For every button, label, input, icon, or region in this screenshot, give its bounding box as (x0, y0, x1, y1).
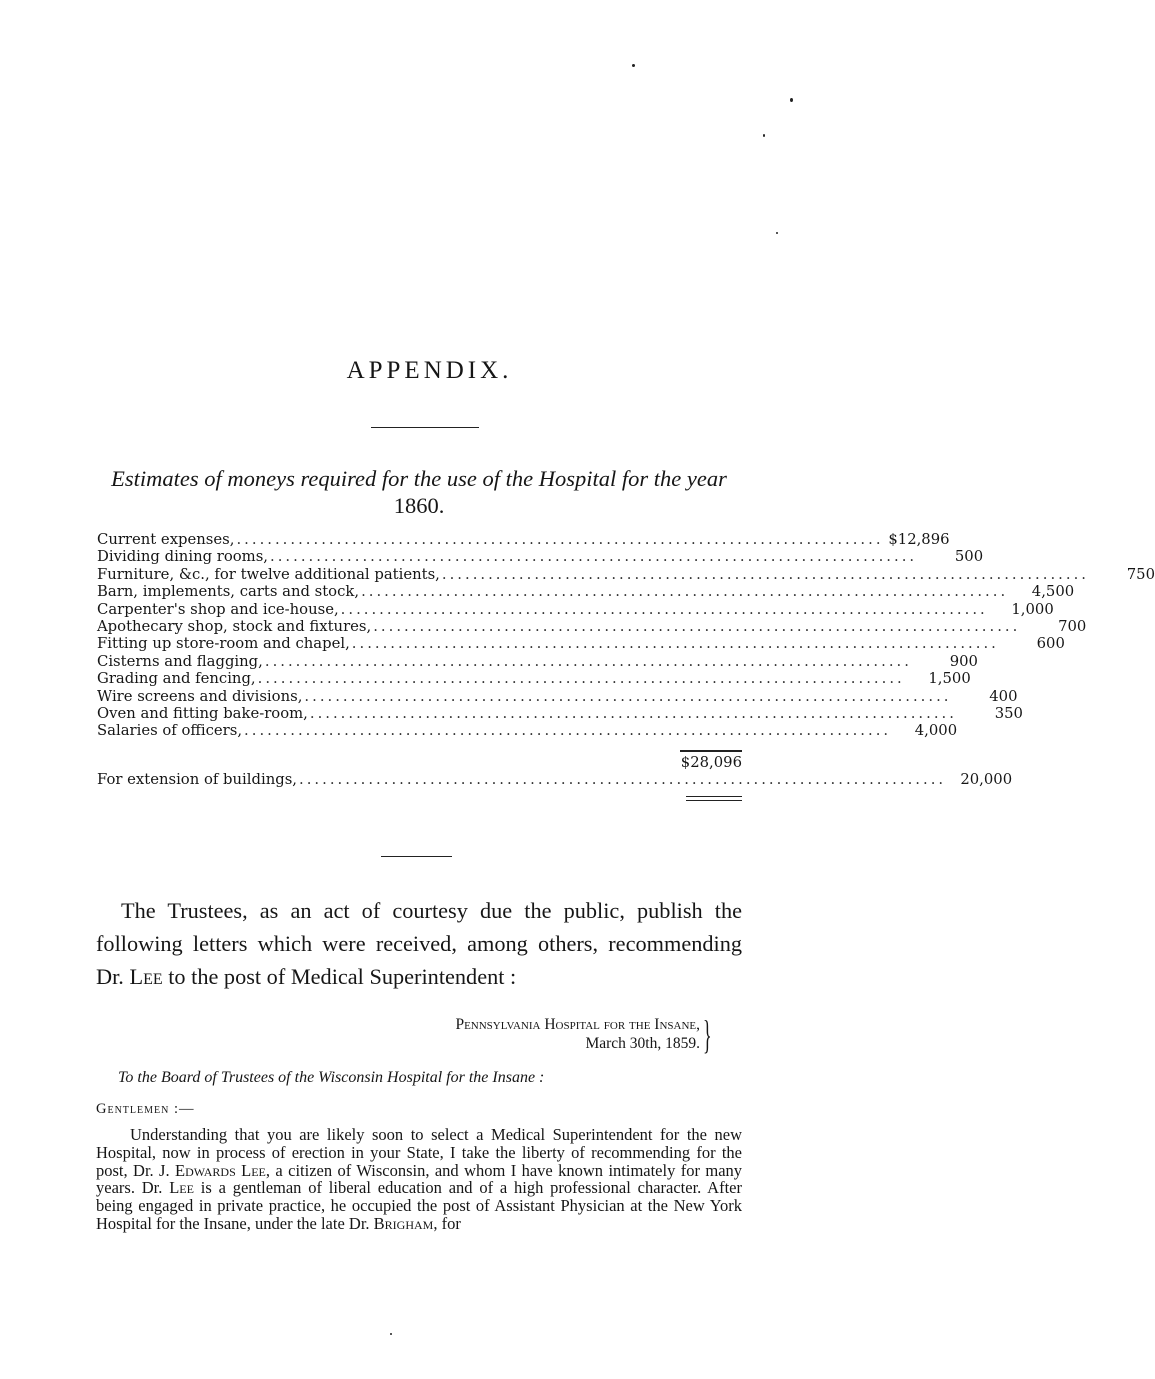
letter-text: is a gentleman of liberal education and of a high professional character. After being engaged in private practice, he occupied the post of Assistant Physician at the New York Hospital for the Insane, under the late Dr. (96, 1178, 742, 1233)
letter-salutation: To the Board of Trustees of the Wisconsin Hospital for the Insane : (118, 1069, 545, 1086)
letter-name: Brigham, (373, 1213, 438, 1233)
estimate-amount: 4,000 (914, 722, 958, 740)
dot-leader: .................................................................................... (373, 617, 1021, 635)
scan-speck (763, 134, 765, 137)
estimate-row (97, 617, 1087, 635)
estimate-amount: 600 (1036, 635, 1065, 653)
estimate-amount: 700 (1058, 617, 1087, 635)
letter-date: March 30th, 1859. (585, 1034, 700, 1052)
estimate-amount: 350 (994, 704, 1023, 722)
estimate-row (97, 531, 950, 548)
estimate-label: Oven and fitting bake-room, (97, 704, 308, 722)
dot-leader: .................................................................................... (264, 652, 912, 670)
dot-leader: .................................................................................... (340, 600, 988, 618)
dot-leader: .................................................................................... (351, 635, 999, 653)
estimate-row (97, 583, 1075, 601)
letter-text: a citizen of Wisconsin, and whom I have known intimately for many years. Dr. (96, 1160, 743, 1198)
trustees-text-end: to the post of Medical Superintendent : (168, 964, 517, 989)
estimate-amount: 4,500 (1031, 583, 1075, 601)
dot-leader: .................................................................................... (257, 670, 905, 688)
estimate-label: Fitting up store-room and chapel, (97, 635, 350, 653)
estimate-amount: 500 (954, 548, 984, 566)
estimates-table (97, 531, 1155, 801)
extension-row (97, 771, 1013, 789)
estimate-amount: 1,000 (1011, 600, 1054, 618)
letter-name: Lee (169, 1178, 194, 1198)
estimate-label: Wire screens and divisions, (97, 687, 303, 705)
letter-institution: Pennsylvania Hospital for the Insane, (455, 1016, 700, 1033)
trustees-name: Lee (129, 964, 163, 989)
dot-leader: .................................................................................... (304, 687, 952, 705)
extension-label: For extension of buildings, (97, 771, 298, 789)
estimate-amount: 400 (989, 687, 1018, 705)
estimate-amount: 900 (949, 652, 978, 670)
estimate-row (97, 635, 1065, 653)
letter-text: for (441, 1213, 461, 1233)
scan-speck (632, 64, 635, 67)
letter-name: Edwards Lee, (175, 1160, 271, 1180)
dot-leader: .................................................................................... (270, 548, 918, 566)
letter-heading (320, 1016, 700, 1053)
estimate-label: Grading and fencing, (97, 670, 256, 688)
dot-leader: .................................................................................... (309, 704, 957, 722)
dot-leader: .................................................................................... (299, 771, 947, 789)
letter-greeting: Gentlemen :— (96, 1101, 195, 1117)
double-rule (97, 796, 742, 801)
estimate-amount: 1,500 (928, 670, 971, 688)
estimate-amount: 750 (1126, 565, 1155, 583)
section-rule (381, 856, 452, 857)
estimate-row (97, 600, 1054, 618)
estimates-heading-text: Estimates of moneys required for the use of the Hospital for the year (111, 466, 727, 491)
dot-leader: .................................................................................... (361, 583, 1009, 601)
subtotal-line (97, 750, 742, 771)
dot-leader: .................................................................................... (441, 565, 1089, 583)
estimate-label: Furniture, &c., for twelve additional patients, (97, 565, 440, 583)
estimate-row (97, 565, 1155, 583)
estimates-heading (96, 465, 742, 519)
estimates-year: 1860. (393, 493, 445, 518)
trustees-paragraph (96, 894, 742, 993)
extension-amount: 20,000 (960, 771, 1013, 789)
estimate-label: Dividing dining rooms, (97, 548, 268, 566)
scan-speck (390, 1333, 392, 1335)
trustees-text: The Trustees, as an act of courtesy due the public, publish the following letters which were received, among others, recommending Dr. (96, 898, 742, 989)
scan-speck (790, 98, 793, 102)
estimate-amount: $12,896 (888, 531, 950, 548)
estimate-label: Barn, implements, carts and stock, (97, 583, 360, 601)
estimate-row (97, 670, 971, 688)
estimate-label: Apothecary shop, stock and fixtures, (97, 617, 372, 635)
estimate-row (97, 548, 984, 566)
letter-body (96, 1126, 742, 1233)
estimate-row (97, 687, 1018, 705)
letter-text: Understanding that you are likely soon to select a Medical Superintendent for the new Hospital, now in process of erection in your State, I take the liberty of recommending for the post, Dr. J. (96, 1125, 742, 1180)
estimate-row (97, 704, 1023, 722)
subtotal-amount: $28,096 (680, 750, 742, 771)
estimate-label: Cisterns and flagging, (97, 652, 263, 670)
brace-glyph: } (703, 1012, 712, 1057)
scan-speck (776, 232, 778, 234)
estimate-label: Carpenter's shop and ice-house, (97, 600, 339, 618)
estimate-label: Salaries of officers, (97, 722, 243, 740)
estimate-label: Current expenses, (97, 531, 235, 548)
appendix-title: APPENDIX. (346, 357, 513, 384)
estimate-row (97, 652, 978, 670)
dot-leader: .................................................................................... (236, 531, 884, 548)
dot-leader: .................................................................................... (244, 722, 892, 740)
title-rule (371, 427, 479, 428)
estimate-row (97, 722, 958, 740)
